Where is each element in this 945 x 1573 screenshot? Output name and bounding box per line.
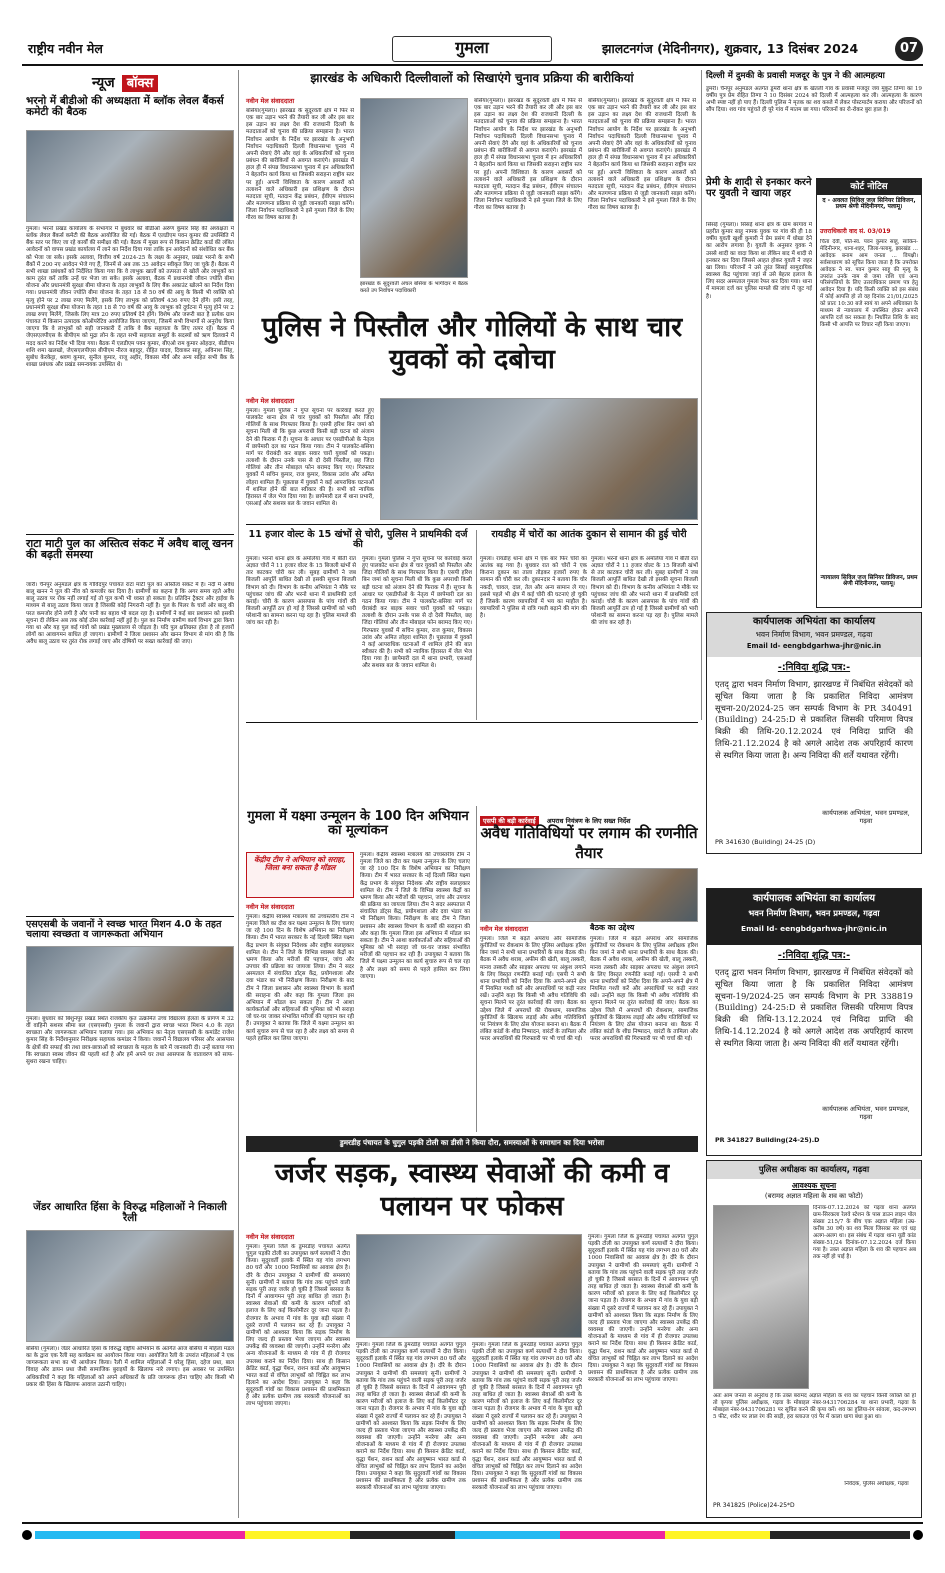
tender-1-office: कार्यपालक अभियंता का कार्यालय — [752, 616, 876, 627]
police-notice-office: पुलिस अधीक्षक का कार्यालय, गढ़वा — [758, 1164, 870, 1174]
bottom-story-body-a: गुमला। गुमला जिले के डुमरडीह पंचायत अंतर्गत चुगुल पड़की टोली का उपायुक्त कर्ण सत्यार्थी ने दौरा किया। सुदूरवर्ती इलाके में स्थित यह गांव लगभग 80 घरों और 1000 निवासियों का आवास क्षेत्र है। दौरे के दौरान उपायुक्त ने ग्रामीणों की समस्याएं सुनीं। ग्रामीणों ने बताया कि गांव तक पहुंचने वाली सड़क पूरी तरह जर्जर हो चुकी है जिससे बरसात के दिनों में आवागमन पूरी तरह बाधित हो जाता है। स्वास्थ्य सेवाओं की कमी के कारण मरीजों को इलाज के लिए कई किलोमीटर दूर जाना पड़ता है। रोजगार के अभाव में गांव के युवा बड़ी संख्या में दूसरे राज्यों में पलायन कर रहे हैं। उपायुक्त ने ग्रामीणों को आश्वस्त किया कि सड़क निर्माण के लिए जल्द ही प्रस्ताव भेजा जाएगा और स्वास्थ्य उपकेंद्र की व्यवस्था की जाएगी। उन्होंने मनरेगा और अन्य योजनाओं के माध्यम से गांव में ही रोजगार उपलब्ध कराने का निर्देश दिया। साथ ही किसान क्रेडिट कार्ड, वृद्धा पेंशन, राशन कार्ड और आयुष्मान भारत कार्ड से वंचित लाभुकों को चिह्नित कर लाभ दिलाने का आदेश दिया। उपायुक्त ने कहा कि सुदूरवर्ती गांवों का विकास प्रशासन की प्राथमिकता है और प्रत्येक ग्रामीण तक सरकारी योजनाओं का लाभ पहुंचाया जाएगा। — [246, 1244, 350, 1408]
registration-mark — [22, 1530, 32, 1540]
sp-story-byline: नवीन मेल संवाददाता — [480, 925, 529, 933]
police-notice-footer: अतः आम जनता से अनुरोध है कि उक्त बरामद अज्ञात महिला के शव का पहचान किसी व्यक्ति को हो तो कृपया पुलिस अधीक्षक, गढ़वा के मोबाइल नंबर-9431706284 या थाना प्रभारी, गढ़वा के मोबाइल नंबर-9431706281 पर सूचित करने की कृपा करें। शव का हुलिया-रंग सांवला, कद-लगभग 5 फीट, शरीर पर लाल रंग की साड़ी, हरा ब्लाउज एवं पैर में काला धागा बंधा हुआ था। — [713, 1393, 916, 1421]
shop-story-headline: रायडीह में चोरों का आतंक दुकान से सामान की हुई चोरी — [491, 529, 687, 540]
migrant-body: डूमरी। चैनपुर अनुमंडल अंतर्गत डूमरी थाना क्षेत्र के खेतली गांव के प्रवासी मजदूर जय मुकुट तिग्गा का 19 वर्षीय पुत्र प्रेम रोहित तिग्गा ने 10 दिसंबर 2024 को दिल्ली में आत्महत्या कर ली। आत्महत्या के कारण अभी स्पष्ट नहीं हो पाए हैं। दिल्ली पुलिस ने मृतक का शव कब्जे में लेकर पोस्टमार्टम कराया और परिजनों को सौंप दिया। शव गांव पहुंचते ही पूरे गांव में मातम छा गया। परिजनों का रो-रोकर बुरा हाल है। — [706, 86, 922, 114]
tb-story-byline: नवीन मेल संवाददाता — [246, 903, 295, 911]
bottom-story-body-b: गुमला। गुमला जिले के डुमरडीह पंचायत अंतर्गत चुगुल पड़की टोली का उपायुक्त कर्ण सत्यार्थी ने दौरा किया। सुदूरवर्ती इलाके में स्थित यह गांव लगभग 80 घरों और 1000 निवासियों का आवास क्षेत्र है। दौरे के दौरान उपायुक्त ने ग्रामीणों की समस्याएं सुनीं। ग्रामीणों ने बताया कि गांव तक पहुंचने वाली सड़क पूरी तरह जर्जर हो चुकी है जिससे बरसात के दिनों में आवागमन पूरी तरह बाधित हो जाता है। स्वास्थ्य सेवाओं की कमी के कारण मरीजों को इलाज के लिए कई किलोमीटर दूर जाना पड़ता है। रोजगार के अभाव में गांव के युवा बड़ी संख्या में दूसरे राज्यों में पलायन कर रहे हैं। उपायुक्त ने ग्रामीणों को आश्वस्त किया कि सड़क निर्माण के लिए जल्द ही प्रस्ताव भेजा जाएगा और स्वास्थ्य उपकेंद्र की व्यवस्था की जाएगी। उन्होंने मनरेगा और अन्य योजनाओं के माध्यम से गांव में ही रोजगार उपलब्ध कराने का निर्देश दिया। साथ ही किसान क्रेडिट कार्ड, वृद्धा पेंशन, राशन कार्ड और आयुष्मान भारत कार्ड से वंचित लाभुकों को चिह्नित कर लाभ दिलाने का आदेश दिया। उपायुक्त ने कहा कि सुदूरवर्ती गांवों का विकास प्रशासन की प्राथमिकता है और प्रत्येक ग्रामीण तक सरकारी योजनाओं का लाभ पहुंचाया जाएगा। — [356, 1342, 466, 1492]
bottom-story-body-d: गुमला। गुमला जिले के डुमरडीह पंचायत अंतर्गत चुगुल पड़की टोली का उपायुक्त कर्ण सत्यार्थी ने दौरा किया। सुदूरवर्ती इलाके में स्थित यह गांव लगभग 80 घरों और 1000 निवासियों का आवास क्षेत्र है। दौरे के दौरान उपायुक्त ने ग्रामीणों की समस्याएं सुनीं। ग्रामीणों ने बताया कि गांव तक पहुंचने वाली सड़क पूरी तरह जर्जर हो चुकी है जिससे बरसात के दिनों में आवागमन पूरी तरह बाधित हो जाता है। स्वास्थ्य सेवाओं की कमी के कारण मरीजों को इलाज के लिए कई किलोमीटर दूर जाना पड़ता है। रोजगार के अभाव में गांव के युवा बड़ी संख्या में दूसरे राज्यों में पलायन कर रहे हैं। उपायुक्त ने ग्रामीणों को आश्वस्त किया कि सड़क निर्माण के लिए जल्द ही प्रस्ताव भेजा जाएगा और स्वास्थ्य उपकेंद्र की व्यवस्था की जाएगी। उन्होंने मनरेगा और अन्य योजनाओं के माध्यम से गांव में ही रोजगार उपलब्ध कराने का निर्देश दिया। साथ ही किसान क्रेडिट कार्ड, वृद्धा पेंशन, राशन कार्ड और आयुष्मान भारत कार्ड से वंचित लाभुकों को चिह्नित कर लाभ दिलाने का आदेश दिया। उपायुक्त ने कहा कि सुदूरवर्ती गांवों का विकास प्रशासन की प्राथमिकता है और प्रत्येक ग्रामीण तक सरकारी योजनाओं का लाभ पहुंचाया जाएगा। — [588, 1234, 698, 1384]
top-story-body-c: बसिया(गुमला)। झारखंड के सुदूरवर्ती क्षेत्र में फिर से एक बार उड़ान भरने की तैयारी कर ली और इस बार इस उड़ान का लक्ष्य देश की राजधानी दिल्ली के मतदाताओं को चुनाव की प्रक्रिया समझाना है। भारत निर्वाचन आयोग के निर्देश पर झारखंड के अनुभवी निर्वाचन पदाधिकारी दिल्ली विधानसभा चुनाव में अपनी सेवाएं देंगे और वहां के अधिकारियों को चुनाव प्रबंधन की बारीकियों से अवगत कराएंगे। झारखंड में हाल ही में संपन्न विधानसभा चुनाव में इन अधिकारियों ने बेहतरीन कार्य किया था जिसकी सराहना राष्ट्रीय स्तर पर हुई। अपनी विशिष्टता के कारण अवसरों को तलाशने वाले अधिकारी इस प्रशिक्षण के दौरान मतदाता सूची, मतदान केंद्र प्रबंधन, ईवीएम संचालन और मतगणना प्रक्रिया से जुड़ी जानकारी साझा करेंगे। जिला निर्वाचन पदाधिकारी ने इसे गुमला जिले के लिए गौरव का विषय बताया है। — [588, 98, 696, 212]
tb-story-body-b: गुमला। केंद्रीय स्वास्थ्य मंत्रालय की उच्चस्तरीय टीम ने गुमला जिले का दौरा कर यक्ष्मा उन्मूलन के लिए चलाए जा रहे 100 दिन के विशेष अभियान का निरीक्षण किया। टीम में भारत सरकार के नई दिल्ली स्थित यक्ष्मा केंद्र प्रभाग के संयुक्त निदेशक और राष्ट्रीय सलाहकार शामिल थे। टीम ने जिले के विभिन्न स्वास्थ्य केंद्रों का भ्रमण किया और मरीजों की पहचान, जांच और उपचार की प्रक्रिया का जायजा लिया। टीम ने सदर अस्पताल में संचालित डॉट्स केंद्र, प्रयोगशाला और दवा भंडार का भी निरीक्षण किया। निरीक्षण के बाद टीम ने जिला प्रशासन और स्वास्थ्य विभाग के कार्यों की सराहना की और कहा कि गुमला जिला इस अभियान में मॉडल बन सकता है। टीम ने आशा कार्यकर्ताओं और सहियाओं की भूमिका को भी सराहा जो घर-घर जाकर संभावित मरीजों की पहचान कर रही हैं। उपायुक्त ने बताया कि जिले में यक्ष्मा उन्मूलन का कार्य सुचारु रूप से चल रहा है और लक्ष्य को समय से पहले हासिल कर लिया जाएगा। — [360, 852, 470, 980]
police-story-body: गुमला। गुमला पुलिस ने गुप्त सूचना पर कार्रवाई करते हुए पालकोट थाना क्षेत्र से चार युवकों को पिस्तौल और जिंदा गोलियों के साथ गिरफ्तार किया है। एसपी हरिश बिन जमां को सूचना मिली थी कि कुछ अपराधी किसी बड़ी घटना को अंजाम देने की फिराक में हैं। सूचना के आधार पर एसडीपीओ के नेतृत्व में छापेमारी दल का गठन किया गया। टीम ने पालकोट-बसिया मार्ग पर घेराबंदी कर बाइक सवार चारों युवकों को पकड़ा। तलाशी के दौरान उनके पास से दो देसी पिस्तौल, छह जिंदा गोलियां और तीन मोबाइल फोन बरामद किए गए। गिरफ्तार युवकों में सचिन कुमार, राज कुमार, विकास उरांव और अमित लोहरा शामिल हैं। पूछताछ में युवकों ने कई आपराधिक घटनाओं में शामिल होने की बात स्वीकार की है। सभी को न्यायिक हिरासत में जेल भेज दिया गया है। छापेमारी दल में थाना प्रभारी, एसआई और सशस्त्र बल के जवान शामिल थे। — [246, 408, 374, 508]
sp-story-body-a: गुमला। जिले में बढ़ते अपराध और सामाजिक कुरीतियों पर रोकथाम के लिए पुलिस अधीक्षक हरिश बिन जमां ने सभी थाना प्रभारियों के साथ बैठक की। बैठक में अवैध शराब, अफीम की खेती, बालू तस्करी, मानव तस्करी और साइबर अपराध पर अंकुश लगाने के लिए विस्तृत रणनीति बनाई गई। एसपी ने सभी थाना प्रभारियों को निर्देश दिया कि अपने-अपने क्षेत्र में नियमित गश्ती करें और अपराधियों पर कड़ी नजर रखें। उन्होंने कहा कि किसी भी अवैध गतिविधि की सूचना मिलने पर तुरंत कार्रवाई की जाए। बैठक का उद्देश्य जिले में अपराधों की रोकथाम, सामाजिक कुरीतियों के खिलाफ लड़ाई और अवैध गतिविधियों पर नियंत्रण के लिए ठोस योजना बनाना था। बैठक में लंबित कांडों के शीघ्र निष्पादन, वारंटों के तामिला और फरार अपराधियों की गिरफ्तारी पर भी चर्चा की गई। — [480, 936, 586, 1043]
masthead — [22, 36, 923, 62]
top-story-photo-wrap — [360, 98, 468, 306]
tender-1-pr: PR 341630 (Building) 24-25 (D) — [715, 838, 816, 846]
column-divider — [476, 530, 477, 720]
bottom-story-byline: नवीन मेल संवाददाता — [246, 1233, 295, 1241]
tender-notice-1 — [706, 612, 922, 854]
news-tag-right: बॉक्स — [122, 75, 159, 92]
divider — [26, 916, 234, 917]
top-story-byline: नवीन मेल संवाददाता — [246, 97, 295, 105]
column-divider — [701, 70, 702, 720]
migrant-headline: दिल्ली में दुमकी के प्रवासी मजदूर के पुत्र ने की आत्महत्या — [706, 71, 885, 81]
court-notice-title: कोर्ट नोटिस — [817, 179, 921, 195]
news-box-tag — [92, 72, 158, 92]
tender-1-email: Email Id- eengbdgarhwa-jhr@nic.in — [746, 642, 882, 650]
police-notice-sub: (बरामद अज्ञात महिला के शव का फोटो) — [764, 1192, 864, 1200]
theft-story-body-b: गुमला। गुमला पुलिस ने गुप्त सूचना पर कार्रवाई करते हुए पालकोट थाना क्षेत्र से चार युवकों को पिस्तौल और जिंदा गोलियों के साथ गिरफ्तार किया है। एसपी हरिश बिन जमां को सूचना मिली थी कि कुछ अपराधी किसी बड़ी घटना को अंजाम देने की फिराक में हैं। सूचना के आधार पर एसडीपीओ के नेतृत्व में छापेमारी दल का गठन किया गया। टीम ने पालकोट-बसिया मार्ग पर घेराबंदी कर बाइक सवार चारों युवकों को पकड़ा। तलाशी के दौरान उनके पास से दो देसी पिस्तौल, छह जिंदा गोलियां और तीन मोबाइल फोन बरामद किए गए। गिरफ्तार युवकों में सचिन कुमार, राज कुमार, विकास उरांव और अमित लोहरा शामिल हैं। पूछताछ में युवकों ने कई आपराधिक घटनाओं में शामिल होने की बात स्वीकार की है। सभी को न्यायिक हिरासत में जेल भेज दिया गया है। छापेमारी दल में थाना प्रभारी, एसआई और सशस्त्र बल के जवान शामिल थे। — [362, 556, 472, 670]
tender-1-sign: कार्यपालक अभियंता, भवन प्रमण्डल, गढ़वा — [822, 809, 910, 826]
court-case: उत्तराधिकारी वाद सं. 03/019 — [820, 228, 891, 235]
story-gender-photo — [26, 1230, 234, 1342]
shop-story-body-a: गुमला। रायडीह थाना क्षेत्र में एक बार फिर चोरों का आतंक बढ़ गया है। बुधवार रात को चोरों ने एक किराना दुकान का ताला तोड़कर हजारों रुपए के सामान की चोरी कर ली। दुकानदार ने बताया कि चोर नकदी, चावल, दाल, तेल और अन्य सामान ले गए। इससे पहले भी क्षेत्र में कई चोरी की घटनाएं हो चुकी हैं जिसके कारण व्यापारियों में भय का माहौल है। व्यापारियों ने पुलिस से रात्रि गश्ती बढ़ाने की मांग की है। — [480, 556, 587, 620]
sp-story-caption: बैठक का उद्देश्य — [590, 923, 635, 932]
top-story-headline: झारखंड के अधिकारी दिल्लीवालों को सिखाएंगे चुनाव प्रक्रिया की बारीकियां — [310, 71, 634, 85]
court-signature: न्यायालय सिविल जज सिनियर डिविजन, प्रथम श्रेणी मेदिनीनगर, पलामू। — [820, 575, 918, 588]
bottom-story-headline: जर्जर सड़क, स्वास्थ्य सेवाओं की कमी व पलायन पर फोकस — [274, 1158, 670, 1222]
tender-1-header — [707, 613, 921, 657]
tender-1-title: -:निविदा शुद्धि पत्र:- — [777, 662, 851, 673]
print-registration-bar — [22, 1528, 923, 1542]
sp-story-body-b: गुमला। जिले में बढ़ते अपराध और सामाजिक कुरीतियों पर रोकथाम के लिए पुलिस अधीक्षक हरिश बिन जमां ने सभी थाना प्रभारियों के साथ बैठक की। बैठक में अवैध शराब, अफीम की खेती, बालू तस्करी, मानव तस्करी और साइबर अपराध पर अंकुश लगाने के लिए विस्तृत रणनीति बनाई गई। एसपी ने सभी थाना प्रभारियों को निर्देश दिया कि अपने-अपने क्षेत्र में नियमित गश्ती करें और अपराधियों पर कड़ी नजर रखें। उन्होंने कहा कि किसी भी अवैध गतिविधि की सूचना मिलने पर तुरंत कार्रवाई की जाए। बैठक का उद्देश्य जिले में अपराधों की रोकथाम, सामाजिक कुरीतियों के खिलाफ लड़ाई और अवैध गतिविधियों पर नियंत्रण के लिए ठोस योजना बनाना था। बैठक में लंबित कांडों के शीघ्र निष्पादन, वारंटों के तामिला और फरार अपराधियों की गिरफ्तारी पर भी चर्चा की गई। — [590, 936, 698, 1043]
theft-story-headline: 11 हजार वोल्ट के 15 खंभों से चोरी, पुलिस ने प्राथमिकी दर्ज की — [248, 529, 468, 551]
bottom-story-body-c: गुमला। गुमला जिले के डुमरडीह पंचायत अंतर्गत चुगुल पड़की टोली का उपायुक्त कर्ण सत्यार्थी ने दौरा किया। सुदूरवर्ती इलाके में स्थित यह गांव लगभग 80 घरों और 1000 निवासियों का आवास क्षेत्र है। दौरे के दौरान उपायुक्त ने ग्रामीणों की समस्याएं सुनीं। ग्रामीणों ने बताया कि गांव तक पहुंचने वाली सड़क पूरी तरह जर्जर हो चुकी है जिससे बरसात के दिनों में आवागमन पूरी तरह बाधित हो जाता है। स्वास्थ्य सेवाओं की कमी के कारण मरीजों को इलाज के लिए कई किलोमीटर दूर जाना पड़ता है। रोजगार के अभाव में गांव के युवा बड़ी संख्या में दूसरे राज्यों में पलायन कर रहे हैं। उपायुक्त ने ग्रामीणों को आश्वस्त किया कि सड़क निर्माण के लिए जल्द ही प्रस्ताव भेजा जाएगा और स्वास्थ्य उपकेंद्र की व्यवस्था की जाएगी। उन्होंने मनरेगा और अन्य योजनाओं के माध्यम से गांव में ही रोजगार उपलब्ध कराने का निर्देश दिया। साथ ही किसान क्रेडिट कार्ड, वृद्धा पेंशन, राशन कार्ड और आयुष्मान भारत कार्ड से वंचित लाभुकों को चिह्नित कर लाभ दिलाने का आदेश दिया। उपायुक्त ने कहा कि सुदूरवर्ती गांवों का विकास प्रशासन की प्राथमिकता है और प्रत्येक ग्रामीण तक सरकारी योजनाओं का लाभ पहुंचाया जाएगा। — [472, 1342, 582, 1492]
sp-story-kicker-row — [480, 808, 698, 825]
footer-rule — [22, 1522, 923, 1524]
tb-pull-quote — [246, 852, 354, 898]
police-notice-photo — [713, 1205, 809, 1389]
court-body: चिंता देवी, पति-स्व. पवन कुमार साहू, साकिन-मेदिनीनगर, थाना-शहर, जिला-पलामू, झारखंड ... आवेदक बनाम आम जनता ... विपक्षी। सर्वसाधारण को सूचित किया जाता है कि उपरोक्त आवेदक ने स्व. पवन कुमार साहू की मृत्यु के उपरांत उनके नाम से जमा राशि एवं अन्य परिसंपत्तियों के लिए उत्तराधिकार प्रमाण पत्र हेतु आवेदन दिया है। यदि किसी व्यक्ति को इस संबंध में कोई आपत्ति हो तो वह दिनांक 21/01/2025 को प्रातः 10:30 बजे स्वयं या अपने अधिवक्ता के माध्यम से न्यायालय में उपस्थित होकर अपनी आपत्ति दर्ज कर सकता है। निर्धारित तिथि के बाद किसी भी आपत्ति पर विचार नहीं किया जाएगा। — [820, 239, 918, 328]
color-strip — [35, 1531, 910, 1539]
news-tag-left: न्यूज — [92, 75, 115, 91]
story-bdo-photo — [26, 130, 234, 222]
section-banner — [392, 36, 552, 62]
tender-2-office: कार्यपालक अभियंता का कार्यालय — [752, 893, 876, 904]
story-bdo-headline: भरनो में बीडीओ की अध्यक्षता में ब्लॉक लेवल बैंकर्स कमेटी की बैठक — [26, 95, 224, 119]
bottom-kicker-bar — [246, 1136, 698, 1152]
police-story-byline: नवीन मेल संवाददाता — [246, 397, 295, 405]
story-bdo-body: गुमला। भरनो प्रखंड कार्यालय के सभागार में बुधवार को बीडीओ अरुण कुमार सिंह की अध्यक्षता में ब्लॉक लेवल बैंकर्स कमेटी की बैठक आयोजित की गई। बैठक में एलडीएम पवन कुमार की उपस्थिति में बैंक स्तर पर किए जा रहे कार्यों की समीक्षा की गई। बैठक में मुख्य रूप से किसान क्रेडिट कार्ड की लंबित आवेदनों को वापस प्रखंड कार्यालय में लाने का निर्देश दिया गया ताकि इन आवेदनों को संशोधित कर बैंक को भेजा जा सके। इसके अलावा, वित्तीय वर्ष 2024-25 के लक्ष्य के अनुसार, प्रखंड भरनो के सभी बैंकों में 200 नए आवेदन भेजे गए हैं, जिनमें से अब तक 35 आवेदन स्वीकृत किए जा चुके हैं। बैठक में सभी शाखा प्रबंधकों को निर्देशित किया गया कि वे लाभुक खातों को तत्परता से खोलें और लाभुकों का काम तुरंत करें ताकि उन्हें घर भेजा जा सके। इसके अलावा, बैठक में प्रधानमंत्री जीवन ज्योति बीमा योजना और प्रधानमंत्री सुरक्षा बीमा योजना के तहत लाभुकों के लिए बैंक अकाउंट खोलने का निर्देश दिया गया। प्रधानमंत्री जीवन ज्योति बीमा योजना के तहत 18 से 50 वर्ष की आयु के किसी भी व्यक्ति को मृत्यु होने पर 2 लाख रुपए मिलेंगे, इसके लिए लाभुक को प्रतिवर्ष 436 रुपए देने होंगे। इसी तरह, प्रधानमंत्री सुरक्षा बीमा योजना के तहत 18 से 70 वर्ष की आयु के लाभुक को दुर्घटना में मृत्यु होने पर 2 लाख रुपए मिलेंगे, जिसके लिए मात्र 20 रुपए प्रतिवर्ष देने होंगे। विशेष और जरूरी बात है प्रत्येक ग्राम पंचायत में किसान उत्पादक कोऑपरेटिव आयोजित किया जाएगा, जिसमें सभी विभागों से अनुरोध किया जाएगा कि वे लाभुकों को सही जानकारी दें ताकि वे बैंक सहायता के लिए तत्पर रहें। बैठक में जेएसएलपीएस के बीपीएम को मुद्रा लोन के तहत सभी सहायता समूहों के सदस्यों को ऋण दिलवाने में मदद करने का निर्देश भी दिया गया। बैठक में एलडीएम पवन कुमार, बीएओ राम कुमार ओहदार, बीडीएम शशि शमा खलखो, जेएसएलपीएस बीपीएम नीरज बहादुर, रोहित यादव, दिवाकर साहू, अविनाश सिंह, सुबोध केरकेट्टा, श्रवण कुमार, सुनील कुमार, राजू अहीर, विकास मौर्य और अन्य सहित सभी बैंक के शाखा प्रबंधक और प्रखंड समन्वयक उपस्थित थे। — [26, 226, 234, 368]
police-notice-sign: निवेदक, पुलिस अधीक्षक, गढ़वा — [844, 1481, 909, 1487]
story-bridge-headline: राटा माटी पुल का अस्तित्व संकट में अवैध बालू खनन की बढ़ती समस्या — [26, 537, 234, 562]
sp-story-photo — [480, 868, 698, 922]
tender-2-pr: PR 341827 Building(24-25).D — [715, 1136, 820, 1144]
tender-1-body: एतद् द्वारा भवन निर्माण विभाग, झारखण्ड में निबंधित संवेदकों को सूचित किया जाता है कि प्रकाशित निविदा आमंत्रण सूचना-20/2024-25 जन सम्पर्क विभाग के PR 340491 (Building) 24-25:D से प्रकाशित जिसकी परिमाण विपत्र बिक्री की तिथि-20.12.2024 एवं निविदा प्राप्ति की तिथि-21.12.2024 है को अगले आदेश तक अपरिहार्य कारण से स्थगित किया जाता है। अन्य निविदा की शर्तें यथावत रहेंगी। — [715, 679, 913, 760]
column-divider — [238, 70, 239, 1518]
bottom-story-kicker: डुमरडीह पंचायत के चुगुल पड़की टोली का डीसी ने किया दौरा, समस्याओं के समाधान का दिया भरोसा — [339, 1138, 605, 1147]
sp-story-sub: अपराध नियंत्रण के लिए सख्त निर्देश — [546, 817, 631, 825]
story-ssb-photo — [26, 946, 234, 1012]
tender-2-title: -:निविदा शुद्धि पत्र:- — [777, 950, 851, 961]
tender-notice-2 — [706, 888, 922, 1156]
tb-story-body-a: गुमला। केंद्रीय स्वास्थ्य मंत्रालय की उच्चस्तरीय टीम ने गुमला जिले का दौरा कर यक्ष्मा उन्मूलन के लिए चलाए जा रहे 100 दिन के विशेष अभियान का निरीक्षण किया। टीम में भारत सरकार के नई दिल्ली स्थित यक्ष्मा केंद्र प्रभाग के संयुक्त निदेशक और राष्ट्रीय सलाहकार शामिल थे। टीम ने जिले के विभिन्न स्वास्थ्य केंद्रों का भ्रमण किया और मरीजों की पहचान, जांच और उपचार की प्रक्रिया का जायजा लिया। टीम ने सदर अस्पताल में संचालित डॉट्स केंद्र, प्रयोगशाला और दवा भंडार का भी निरीक्षण किया। निरीक्षण के बाद टीम ने जिला प्रशासन और स्वास्थ्य विभाग के कार्यों की सराहना की और कहा कि गुमला जिला इस अभियान में मॉडल बन सकता है। टीम ने आशा कार्यकर्ताओं और सहियाओं की भूमिका को भी सराहा जो घर-घर जाकर संभावित मरीजों की पहचान कर रही हैं। उपायुक्त ने बताया कि जिले में यक्ष्मा उन्मूलन का कार्य सुचारु रूप से चल रहा है और लक्ष्य को समय से पहले हासिल कर लिया जाएगा। — [246, 914, 354, 1042]
tender-2-header — [707, 889, 921, 945]
top-story-caption: झारखंड के सुदूरवर्ती अंचल बसिया के भागीदार में बैठक करते उप निर्वाचन पदाधिकारी — [360, 281, 468, 294]
section-title: गुमला — [455, 38, 489, 57]
police-notice-header — [707, 1161, 921, 1179]
theft-story-body-a: गुमला। भरनो थाना क्षेत्र के अमलिया गांव में बीती रात अज्ञात चोरों ने 11 हजार वोल्ट के 15 बिजली खंभों से तार काटकर चोरी कर ली। सुबह ग्रामीणों ने जब बिजली आपूर्ति बाधित देखी तो इसकी सूचना बिजली विभाग को दी। विभाग के कनीय अभियंता ने मौके पर पहुंचकर जांच की और भरनो थाना में प्राथमिकी दर्ज कराई। चोरी के कारण आसपास के पांच गांवों की बिजली आपूर्ति ठप हो गई है जिससे ग्रामीणों को भारी परेशानी का सामना करना पड़ रहा है। पुलिस मामले की जांच कर रही है। — [246, 556, 356, 627]
story-bridge-body: जारी। चैनपुर अनुमंडल क्षेत्र के गोविंदपुर पंचायत राटा माटी पुल का अस्तित्व संकट में है। नदी में अवैध बालू खनन ने पुल की नींव को कमजोर कर दिया है। ग्रामीणों का कहना है कि अगर समय रहते अवैध बालू उठाव पर रोक नहीं लगाई गई तो पुल कभी भी ध्वस्त हो सकता है। प्रतिदिन ट्रैक्टर और हाईवा के माध्यम से बालू उठाव किया जाता है जिसकी कोई निगरानी नहीं है। पुल के पिलर के चारों ओर बालू की परत कमजोर होने लगी है और पानी का बहाव भी बदल रहा है। ग्रामीणों ने कई बार प्रशासन को इसकी सूचना दी लेकिन अब तक कोई ठोस कार्रवाई नहीं हुई है। पुल का निर्माण ग्रामीण कार्य विभाग द्वारा किया गया था और यह पुल कई गांवों को प्रखंड मुख्यालय से जोड़ता है। यदि पुल क्षतिग्रस्त होता है तो हजारों लोगों का आवागमन बाधित हो जाएगा। ग्रामीणों ने जिला प्रशासन और खनन विभाग से मांग की है कि अवैध बालू उठाव पर तुरंत रोक लगाई जाए और दोषियों पर सख्त कार्रवाई की जाए। — [26, 582, 234, 646]
page-number: 07 — [895, 37, 923, 61]
court-notice — [816, 178, 922, 608]
court-name: द - अवलत सिविल जज सिनियर डिविजन, प्रथम श्रेणी मेदिनीनगर, पलामू। — [822, 197, 916, 211]
dateline: झालटनगंज (मेदिनीनगर), शुक्रवार, 13 दिसंबर 2024 — [602, 41, 859, 56]
story-gender-body: बसिया (गुमला)। जेंडर आधारित हिंसा के विरुद्ध राष्ट्रीय अभियान के अंतर्गत आज बसिया में महिला मंडल का के द्वारा एक रैली सह कार्यक्रम का आयोजन किया गया। आयोजित रैली के उपरांत महिलाओं ने एक जागरूकता सभा का भी आयोजन किया। रैली में शामिल महिलाओं ने घरेलू हिंसा, दहेज प्रथा, बाल विवाह और डायन प्रथा जैसी सामाजिक बुराइयों के खिलाफ नारे लगाए। इस अवसर पर उपस्थित अधिकारियों ने कहा कि महिलाओं को अपने अधिकारों के प्रति जागरूक होना चाहिए और किसी भी प्रकार की हिंसा के खिलाफ आवाज उठानी चाहिए। — [26, 1346, 234, 1388]
top-story-body-b: बसिया(गुमला)। झारखंड के सुदूरवर्ती क्षेत्र में फिर से एक बार उड़ान भरने की तैयारी कर ली और इस बार इस उड़ान का लक्ष्य देश की राजधानी दिल्ली के मतदाताओं को चुनाव की प्रक्रिया समझाना है। भारत निर्वाचन आयोग के निर्देश पर झारखंड के अनुभवी निर्वाचन पदाधिकारी दिल्ली विधानसभा चुनाव में अपनी सेवाएं देंगे और वहां के अधिकारियों को चुनाव प्रबंधन की बारीकियों से अवगत कराएंगे। झारखंड में हाल ही में संपन्न विधानसभा चुनाव में इन अधिकारियों ने बेहतरीन कार्य किया था जिसकी सराहना राष्ट्रीय स्तर पर हुई। अपनी विशिष्टता के कारण अवसरों को तलाशने वाले अधिकारी इस प्रशिक्षण के दौरान मतदाता सूची, मतदान केंद्र प्रबंधन, ईवीएम संचालन और मतगणना प्रक्रिया से जुड़ी जानकारी साझा करेंगे। जिला निर्वाचन पदाधिकारी ने इसे गुमला जिले के लिए गौरव का विषय बताया है। — [474, 98, 582, 212]
tender-1-dept: भवन निर्माण विभाग, भवन प्रमण्डल, गढ़वा — [755, 630, 873, 639]
tb-pull-quote-text: केंद्रीय टीम ने अभियान को सराहा, जिला बना सकता है मॉडल — [253, 855, 347, 872]
police-story-headline: पुलिस ने पिस्तौल और गोलियों के साथ चार युवकों को दबोचा — [261, 312, 683, 376]
brand-name: राष्ट्रीय नवीन मेल — [28, 41, 103, 56]
top-story-photo — [360, 98, 468, 278]
love-story-body: सिसई (गुमला)। सिसई थाना क्षेत्र के ग्राम बरगांव में प्रहरीत कुमार साहू नामक युवक पर गांव की ही 18 वर्षीय युवती खुशी कुमारी ने प्रेम प्रसंग में धोखा देने का आरोप लगाया है। युवती के अनुसार युवक ने उससे शादी का वादा किया था लेकिन बाद में शादी से इनकार कर दिया जिससे आहत होकर युवती ने जहर खा लिया। परिजनों ने उसे तुरंत सिसई सामुदायिक स्वास्थ्य केंद्र पहुंचाया जहां से उसे बेहतर इलाज के लिए सदर अस्पताल गुमला रेफर कर दिया गया। थाना में मामला दर्ज कर पुलिस मामले की जांच में जुट गई है। — [706, 222, 812, 300]
top-story-body-a: बसिया(गुमला)। झारखंड के सुदूरवर्ती क्षेत्र में फिर से एक बार उड़ान भरने की तैयारी कर ली और इस बार इस उड़ान का लक्ष्य देश की राजधानी दिल्ली के मतदाताओं को चुनाव की प्रक्रिया समझाना है। भारत निर्वाचन आयोग के निर्देश पर झारखंड के अनुभवी निर्वाचन पदाधिकारी दिल्ली विधानसभा चुनाव में अपनी सेवाएं देंगे और वहां के अधिकारियों को चुनाव प्रबंधन की बारीकियों से अवगत कराएंगे। झारखंड में हाल ही में संपन्न विधानसभा चुनाव में इन अधिकारियों ने बेहतरीन कार्य किया था जिसकी सराहना राष्ट्रीय स्तर पर हुई। अपनी विशिष्टता के कारण अवसरों को तलाशने वाले अधिकारी इस प्रशिक्षण के दौरान मतदाता सूची, मतदान केंद्र प्रबंधन, ईवीएम संचालन और मतगणना प्रक्रिया से जुड़ी जानकारी साझा करेंगे। जिला निर्वाचन पदाधिकारी ने इसे गुमला जिले के लिए गौरव का विषय बताया है। — [246, 108, 354, 222]
love-story-headline: प्रेमी के शादी से इनकार करने पर युवती ने खाया जहर — [706, 177, 812, 199]
sp-story-kicker: एसपी की बड़ी कार्रवाई — [480, 816, 539, 826]
bottom-story-photo — [356, 1234, 582, 1338]
story-gender-headline: जेंडर आधारित हिंसा के विरुद्ध महिलाओं ने निकाली रैली — [33, 1201, 227, 1224]
police-notice-pr: PR 341825 (Police)24-25*D — [713, 1502, 795, 1509]
tender-2-dept: भवन निर्माण विभाग, भवन प्रमण्डल, गढ़वा — [748, 908, 880, 918]
column-divider — [476, 806, 477, 1132]
divider — [246, 722, 698, 723]
story-ssb-headline: एसएसबी के जवानों ने स्वच्छ भारत मिशन 4.0 के तहत चलाया स्वच्छता व जागरूकता अभियान — [26, 919, 222, 941]
registration-mark — [913, 1530, 923, 1540]
column-1 — [26, 70, 234, 1518]
masthead-rule — [22, 64, 923, 66]
police-story-photo — [380, 398, 698, 520]
police-notice — [706, 1160, 922, 1518]
divider — [26, 534, 234, 535]
police-notice-title: आवश्यक सूचना — [791, 1181, 837, 1190]
divider — [246, 524, 698, 525]
story-ssb-body: गुमला। बुधवार को बिशुनपुर प्रखंड स्थित राजकीय कृत उत्क्रमित उच्च विद्यालय हेलता के प्रांगण में 32 वीं वाहिनी सशस्त्र सीमा बल (एसएसबी) गुमला के जवानों द्वारा स्वच्छ भारत मिशन 4.0 के तहत स्वच्छता और जागरूकता अभियान चलाया गया। इस अभियान का नेतृत्व एसएसबी के कमांडेंट राजेश कुमार सिंह के निर्देशानुसार निरीक्षक सहायक कमांडर ने किया। जवानों ने विद्यालय परिसर और आसपास के क्षेत्रों की सफाई की तथा छात्र-छात्राओं को स्वच्छता के महत्व के बारे में जानकारी दी। उन्हें बताया गया कि स्वच्छता स्वस्थ जीवन की पहली शर्त है और हमें अपने घर तथा आसपास के वातावरण को साफ-सुथरा रखना चाहिए। — [26, 1016, 234, 1065]
tb-story-headline: गुमला में यक्ष्मा उन्मूलन के 100 दिन अभियान का मूल्यांकन — [247, 809, 469, 838]
tender-2-body: एतद् द्वारा भवन निर्माण विभाग, झारखण्ड में निबंधित संवेदकों को सूचित किया जाता है कि प्रकाशित निविदा आमंत्रण सूचना-19/2024-25 जन सम्पर्क विभाग के PR 338819 (Building) 24-25:D से प्रकाशित जिसकी परिमाण विपत्र बिक्री की तिथि-13.12.2024 एवं निविदा प्राप्ति की तिथि-14.12.2024 है को अगले आदेश तक अपरिहार्य कारण से स्थगित किया जाता है। अन्य निविदा की शर्तें यथावत रहेंगी। — [715, 967, 913, 1048]
sp-story-headline: अवैध गतिविधियों पर लगाम की रणनीति तैयार — [480, 824, 698, 862]
tender-2-sign: कार्यपालक अभियंता, भवन प्रमण्डल, गढ़वा — [822, 1105, 910, 1122]
police-notice-body: दिनांक-07.12.2024 को गढ़वा थाना अंतर्गत ग्राम-सिरकला रेलवे स्टेशन के पास डाउन लाइन पोल संख्या 215/7 के बीच एक अज्ञात महिला (उम्र-करीब 30 वर्ष) का शव मिला जिसका सर एवं धड़ अलग-अलग था। इस संबंध में गढ़वा थाना यूडी कांड संख्या-51/24 दिनांक-07.12.2024 दर्ज किया गया है। उक्त अज्ञात महिला के शव की पहचान अब तक नहीं हो पाई है। — [813, 1205, 916, 1261]
tender-2-email: Email Id- eengbdgarhwa-jhr@nic.in — [741, 924, 887, 933]
shop-story-body-b: गुमला। भरनो थाना क्षेत्र के अमलिया गांव में बीती रात अज्ञात चोरों ने 11 हजार वोल्ट के 15 बिजली खंभों से तार काटकर चोरी कर ली। सुबह ग्रामीणों ने जब बिजली आपूर्ति बाधित देखी तो इसकी सूचना बिजली विभाग को दी। विभाग के कनीय अभियंता ने मौके पर पहुंचकर जांच की और भरनो थाना में प्राथमिकी दर्ज कराई। चोरी के कारण आसपास के पांच गांवों की बिजली आपूर्ति ठप हो गई है जिससे ग्रामीणों को भारी परेशानी का सामना करना पड़ रहा है। पुलिस मामले की जांच कर रही है। — [591, 556, 698, 627]
